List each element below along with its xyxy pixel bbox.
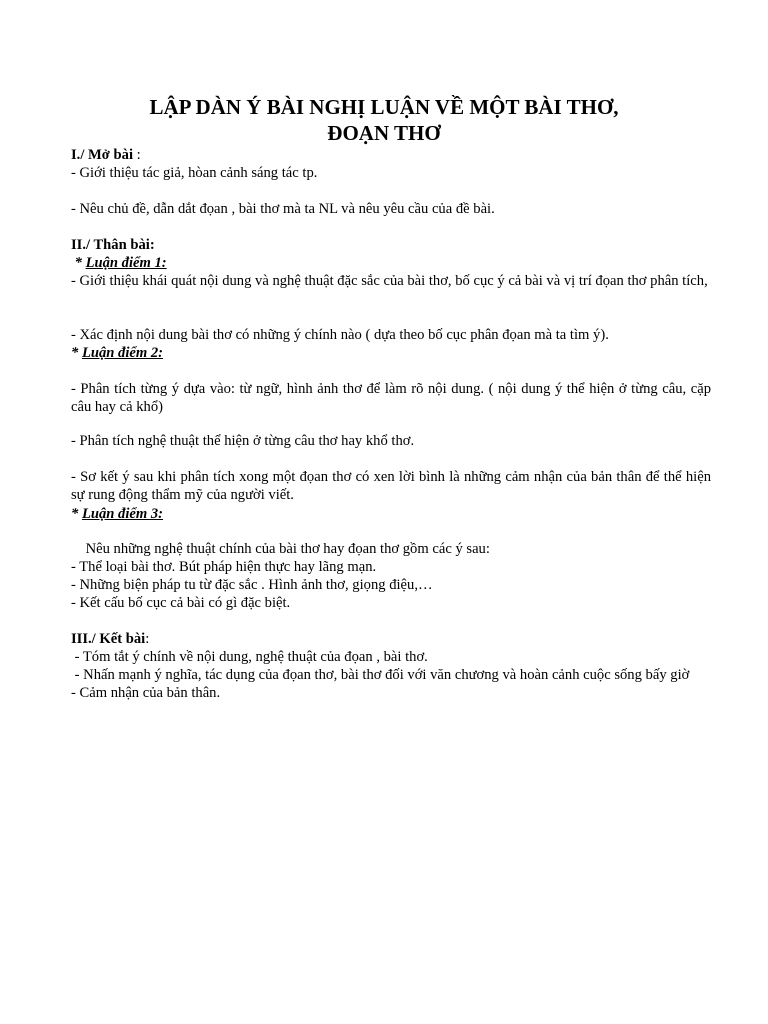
ket-bai-heading-text: III./ Kết bài [71, 631, 146, 647]
luan-diem-3-prefix: * [71, 506, 82, 522]
luan-diem-1-item-2: - Xác định nội dung bài thơ có những ý chính nào ( dựa theo bố cục phân đọan mà ta tìm ý). [71, 327, 609, 343]
ket-bai-item-3: - Cảm nhận của bản thân. [71, 685, 221, 701]
luan-diem-2-prefix: * [71, 345, 82, 361]
luan-diem-2-heading [71, 344, 711, 362]
luan-diem-2-item-3: - Sơ kết ý sau khi phân tích xong một đọan thơ có xen lời bình là những cảm nhận của bản thân để thể hiện sự rung động thẩm mỹ của người viết. [71, 469, 711, 503]
document-title-line-1: LẬP DÀN Ý BÀI NGHỊ LUẬN VỀ MỘT BÀI THƠ, [149, 95, 619, 119]
luan-diem-2-item-1: - Phân tích từng ý dựa vào: từ ngữ, hình ảnh thơ để làm rõ nội dung. ( nội dung ý thể hiện ở từng câu, cặp câu hay cả khổ) [71, 381, 711, 415]
luan-diem-3-heading [71, 505, 711, 523]
luan-diem-1-item-1: - Giới thiệu khái quát nội dung và nghệ thuật đặc sắc của bài thơ, bố cục ý cả bài và vị trí đọan thơ phân tích, [71, 273, 708, 289]
ket-bai-heading [71, 630, 711, 648]
luan-diem-1-label: Luận điểm 1: [85, 255, 167, 271]
ket-bai-heading-suffix: : [145, 631, 150, 647]
luan-diem-2-item-2: - Phân tích nghệ thuật thể hiện ở từng câu thơ hay khổ thơ. [71, 433, 415, 449]
luan-diem-1-prefix: * [71, 255, 86, 271]
mo-bai-item-2: - Nêu chủ đề, dẫn dắt đọan , bài thơ mà ta NL và nêu yêu cầu của đề bài. [71, 201, 495, 217]
luan-diem-3-item-3: - Kết cấu bố cục cả bài có gì đặc biệt. [71, 595, 291, 611]
luan-diem-1-heading [71, 254, 711, 272]
luan-diem-3-item-2: - Những biện pháp tu từ đặc sắc . Hình ảnh thơ, giọng điệu,… [71, 577, 433, 593]
ket-bai-item-2: - Nhấn mạnh ý nghĩa, tác dụng của đọan thơ, bài thơ đối với văn chương và hoàn cảnh cuộc sống bấy giờ [71, 667, 690, 683]
luan-diem-3-label: Luận điểm 3: [81, 506, 164, 522]
than-bai-heading: II./ Thân bài: [71, 237, 155, 253]
document-title-line-2: ĐOẠN THƠ [327, 121, 441, 145]
mo-bai-item-1: - Giới thiệu tác giả, hòan cảnh sáng tác tp. [71, 165, 318, 181]
ket-bai-item-1: - Tóm tắt ý chính về nội dung, nghệ thuật của đọan , bài thơ. [71, 649, 428, 665]
mo-bai-heading-text: I./ Mở bài [71, 147, 134, 163]
luan-diem-2-label: Luận điểm 2: [81, 345, 164, 361]
mo-bai-heading [71, 146, 711, 164]
luan-diem-3-item-1: - Thể loại bài thơ. Bút pháp hiện thực hay lãng mạn. [71, 559, 377, 575]
luan-diem-3-intro: Nêu những nghệ thuật chính của bài thơ hay đọan thơ gồm các ý sau: [71, 541, 490, 557]
mo-bai-heading-suffix: : [133, 147, 141, 163]
